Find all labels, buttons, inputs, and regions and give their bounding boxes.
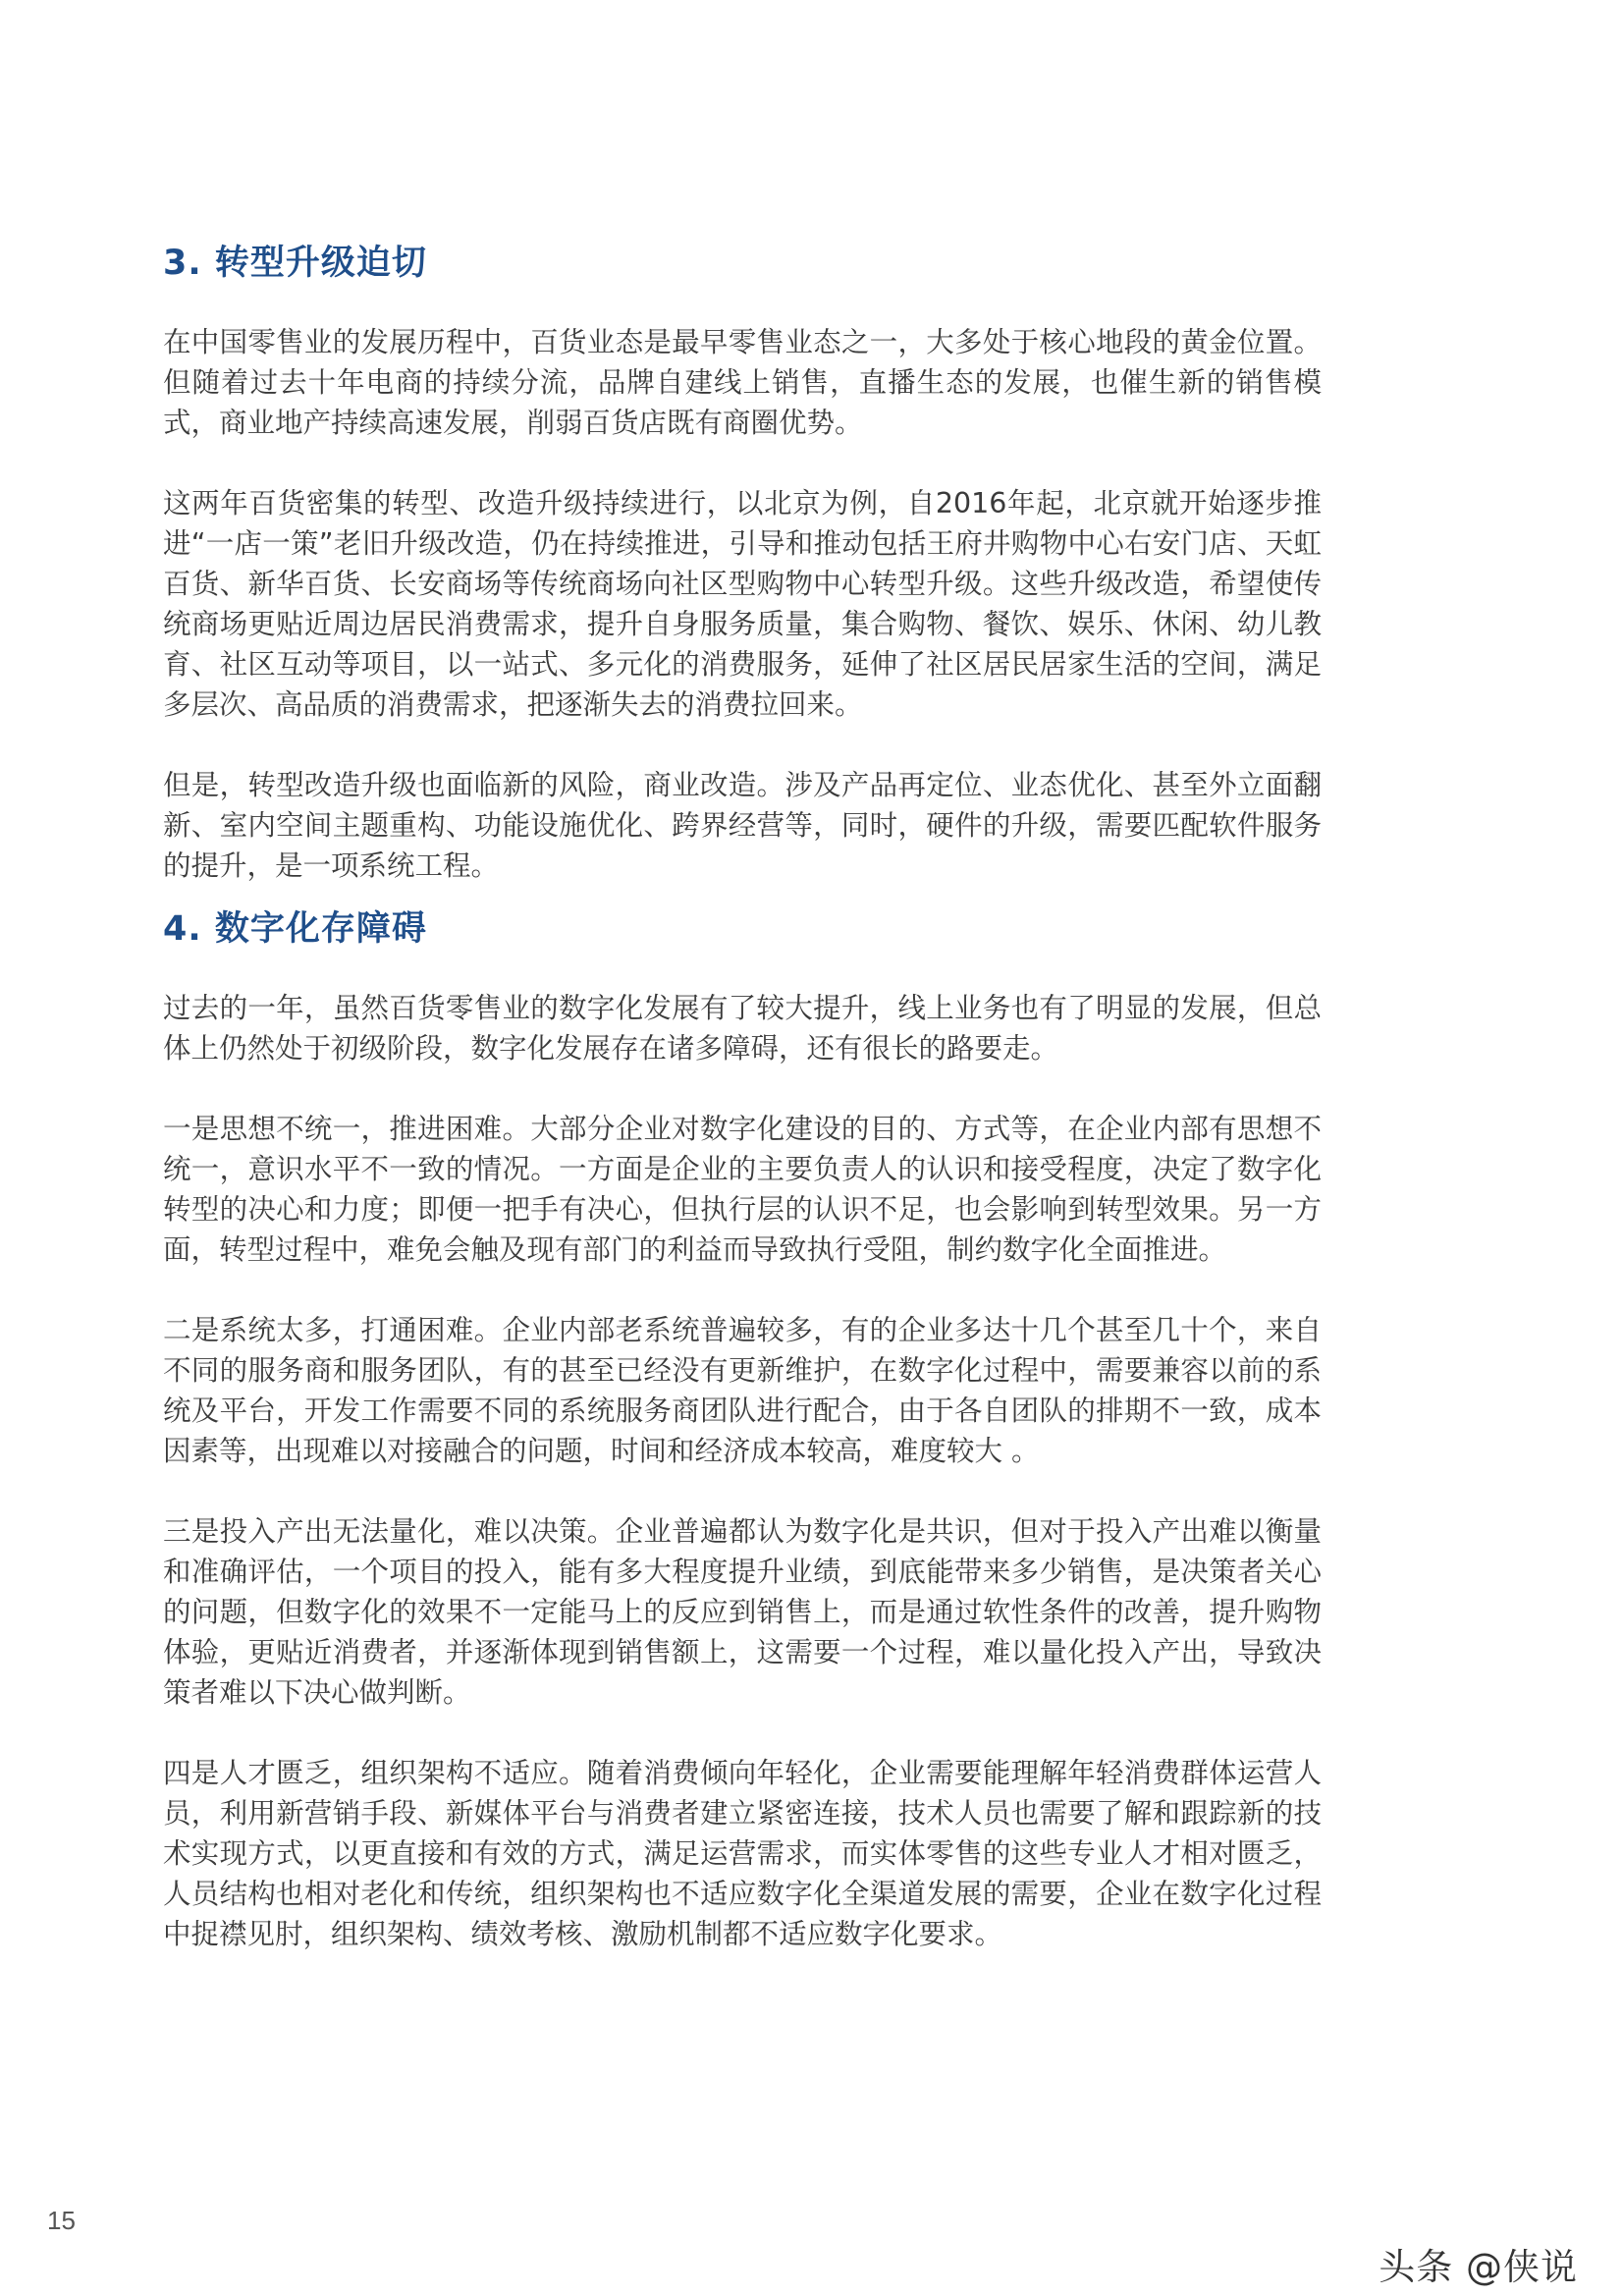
page-content bbox=[163, 234, 1322, 1995]
section-4 bbox=[163, 900, 1322, 1954]
paragraph: 一是思想不统一，推进困难。大部分企业对数字化建设的目的、方式等，在企业内部有思想不统一，意识水平不一致的情况。一方面是企业的主要负责人的认识和接受程度，决定了数字化转型的决心和力度；即便一把手有决心，但执行层的认识不足，也会影响到转型效果。另一方面，转型过程中，难免会触及现有部门的利益而导致执行受阻，制约数字化全面推进。 bbox=[163, 1113, 1322, 1266]
paragraph: 四是人才匮乏，组织架构不适应。随着消费倾向年轻化，企业需要能理解年轻消费群体运营人员，利用新营销手段、新媒体平台与消费者建立紧密连接，技术人员也需要了解和跟踪新的技术实现方式，以更直接和有效的方式，满足运营需求，而实体零售的这些专业人才相对匮乏，人员结构也相对老化和传统，组织架构也不适应数字化全渠道发展的需要，企业在数字化过程中捉襟见肘，组织架构、绩效考核、激励机制都不适应数字化要求。 bbox=[163, 1757, 1322, 1950]
paragraph: 三是投入产出无法量化，难以决策。企业普遍都认为数字化是共识，但对于投入产出难以衡量和准确评估，一个项目的投入，能有多大程度提升业绩，到底能带来多少销售，是决策者关心的问题，但数字化的效果不一定能马上的反应到销售上，而是通过软性条件的改善，提升购物体验，更贴近消费者，并逐渐体现到销售额上，这需要一个过程，难以量化投入产出，导致决策者难以下决心做判断。 bbox=[163, 1515, 1322, 1709]
paragraph: 过去的一年，虽然百货零售业的数字化发展有了较大提升，线上业务也有了明显的发展，但总体上仍然处于初级阶段，数字化发展存在诸多障碍，还有很长的路要走。 bbox=[163, 992, 1322, 1065]
paragraph: 在中国零售业的发展历程中，百货业态是最早零售业态之一，大多处于核心地段的黄金位置。但随着过去十年电商的持续分流，品牌自建线上销售，直播生态的发展，也催生新的销售模式，商业地产持续高速发展，削弱百货店既有商圈优势。 bbox=[163, 326, 1322, 439]
section-heading: 3. 转型升级迫切 bbox=[163, 244, 427, 283]
watermark: 头条 @侠说 bbox=[1379, 2246, 1578, 2288]
section-3 bbox=[163, 234, 1322, 886]
paragraph: 但是，转型改造升级也面临新的风险，商业改造。涉及产品再定位、业态优化、甚至外立面翻新、室内空间主题重构、功能设施优化、跨界经营等，同时，硬件的升级，需要匹配软件服务的提升，是一项系统工程。 bbox=[163, 769, 1322, 882]
paragraph: 二是系统太多，打通困难。企业内部老系统普遍较多，有的企业多达十几个甚至几十个，来自不同的服务商和服务团队，有的甚至已经没有更新维护，在数字化过程中，需要兼容以前的系统及平台，开发工作需要不同的系统服务商团队进行配合，由于各自团队的排期不一致，成本因素等，出现难以对接融合的问题，时间和经济成本较高，难度较大 。 bbox=[163, 1314, 1322, 1467]
section-heading: 4. 数字化存障碍 bbox=[163, 909, 427, 949]
paragraph: 这两年百货密集的转型、改造升级持续进行，以北京为例，自2016年起，北京就开始逐步推进“一店一策”老旧升级改造，仍在持续推进，引导和推动包括王府井购物中心右安门店、天虹百货、新华百货、长安商场等传统商场向社区型购物中心转型升级。这些升级改造，希望使传统商场更贴近周边居民消费需求，提升自身服务质量，集合购物、餐饮、娱乐、休闲、幼儿教育、社区互动等项目，以一站式、多元化的消费服务，延伸了社区居民居家生活的空间，满足多层次、高品质的消费需求，把逐渐失去的消费拉回来。 bbox=[163, 487, 1322, 721]
page-number: 15 bbox=[47, 2206, 76, 2235]
